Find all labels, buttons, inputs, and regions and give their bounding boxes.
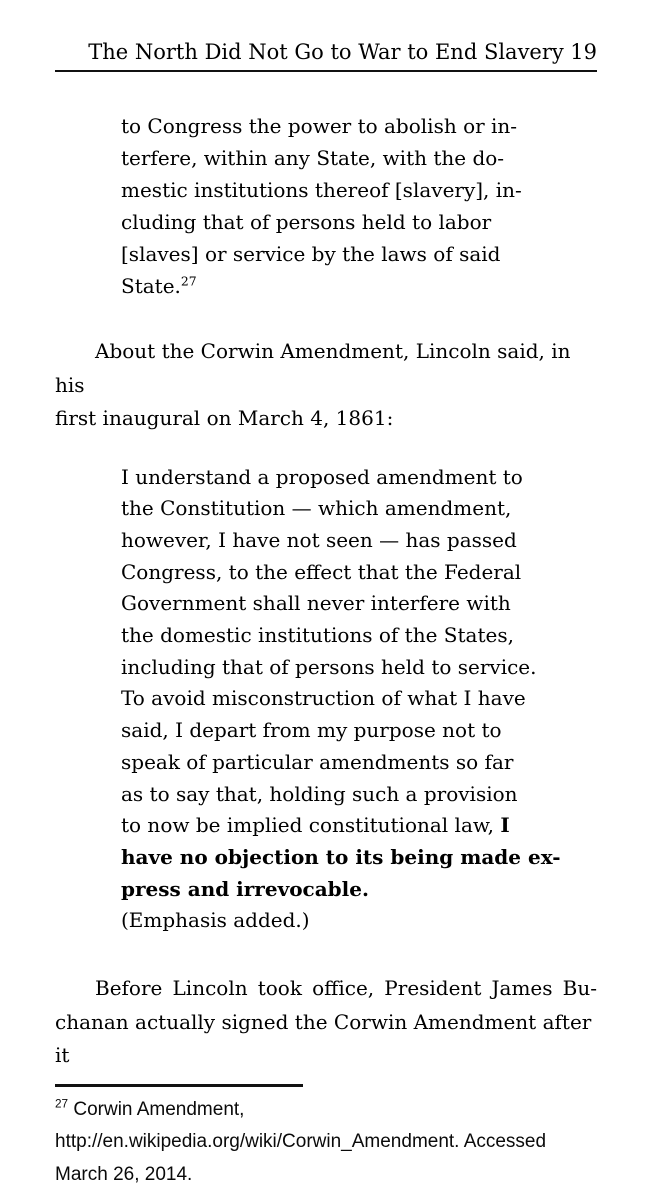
text-line: however, I have not seen — has passed: [121, 527, 517, 552]
text-line: the domestic institutions of the States,: [121, 623, 514, 648]
text-line: including that of persons held to service.: [121, 654, 537, 679]
footnote: [55, 1084, 597, 1191]
text-line: chanan actually signed the Corwin Amendment after it: [55, 1009, 592, 1068]
text-line: March 26, 2014.: [55, 1163, 193, 1185]
text-line: as to say that, holding such a provision: [121, 781, 518, 806]
blockquote-corwin-amendment-text: [121, 110, 597, 302]
header-rule: [55, 70, 597, 72]
text-line: to now be implied constitutional law, I: [121, 813, 510, 838]
text-line: terfere, within any State, with the do-: [121, 146, 505, 170]
footnote-reference: 27: [180, 273, 197, 289]
text-line: Government shall never interfere with: [121, 591, 511, 616]
text-line: $^{27}$ Corwin Amendment,: [55, 1097, 245, 1120]
footnote-rule: [55, 1084, 303, 1087]
text-line: About the Corwin Amendment, Lincoln said, in his: [55, 339, 571, 397]
running-header-title: The North Did Not Go to War to End Slavery: [88, 40, 564, 64]
text-line: the Constitution — which amendment,: [121, 496, 512, 521]
text-line: said, I depart from my purpose not to: [121, 718, 502, 743]
page-header: [55, 0, 597, 72]
text-line: speak of particular amendments so far: [121, 749, 514, 774]
text-line: have no objection to its being made ex-: [121, 844, 561, 869]
running-header: [55, 40, 597, 64]
text-line: (Emphasis added.): [121, 908, 310, 933]
text-line: http://en.wikipedia.org/wiki/Corwin_Amendment. Accessed: [55, 1131, 547, 1153]
footnote-reference: 27: [55, 1097, 69, 1111]
text-line: To avoid misconstruction of what I have: [121, 686, 526, 711]
text-line: to Congress the power to abolish or in-: [121, 114, 518, 138]
text-line: Congress, to the effect that the Federal: [121, 559, 522, 584]
paragraph-about-corwin: [55, 335, 597, 436]
text-line: I understand a proposed amendment to: [121, 464, 523, 489]
text-line: mestic institutions thereof [slavery], in-: [121, 178, 522, 202]
text-line: press and irrevocable.: [121, 876, 369, 901]
text-line: cluding that of persons held to labor: [121, 210, 492, 234]
footnote-text: [55, 1094, 597, 1191]
text-line: Before Lincoln took office, President James Bu-: [95, 976, 597, 1001]
text-line: first inaugural on March 4, 1861:: [55, 406, 394, 430]
page-number: 19: [570, 40, 597, 64]
text-line: State.$^{27}$: [121, 273, 197, 298]
text-line: [slaves] or service by the laws of said: [121, 242, 501, 266]
paragraph-before-lincoln-took-office: [55, 972, 597, 1073]
blockquote-lincoln-first-inaugural: [121, 462, 597, 938]
